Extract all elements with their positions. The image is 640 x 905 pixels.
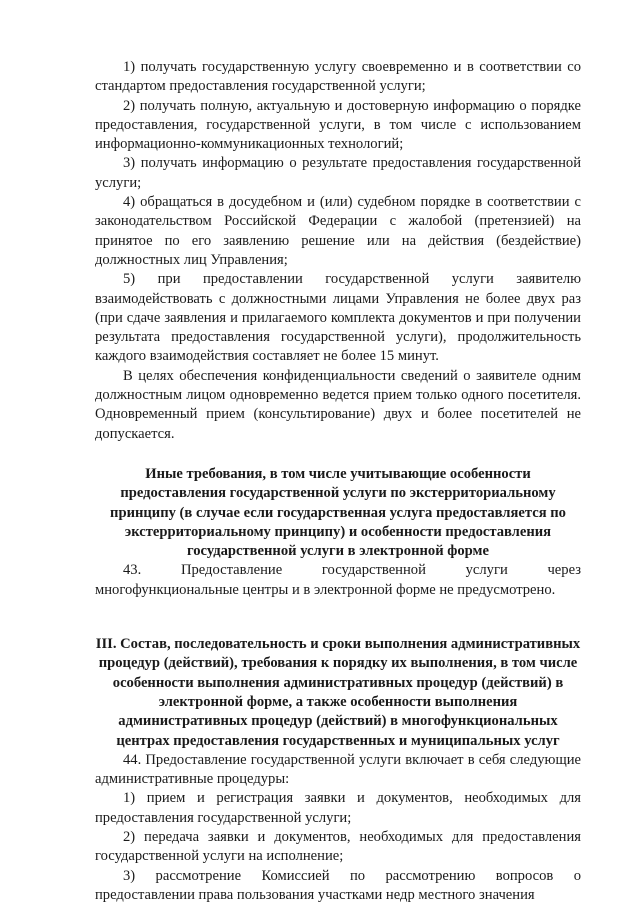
procedure-item-3: 3) рассмотрение Комиссией по рассмотрению вопросов о предоставлении права пользования участками недр местного значения [95,867,581,903]
paragraph-43: 43. Предоставление государственной услуги через многофункциональные центры и в электронной форме не предусмотрено. [95,562,581,598]
paragraph-44: 44. Предоставление государственной услуги включает в себя следующие административные процедуры: [95,751,581,788]
right-item-3: 3) получать информацию о результате предоставления государственной услуги; [95,155,581,191]
procedure-item-2: 2) передача заявки и документов, необходимых для предоставления государственной услуги на исполнение; [95,828,581,865]
spacer [95,600,581,635]
confidentiality-paragraph: В целях обеспечения конфиденциальности сведений о заявителе одним должностным лицом одновременно ведется прием только одного посетителя. Одновременный прием (консультирование) двух и более посетителей не допускается. [95,367,581,442]
right-item-4: 4) обращаться в досудебном и (или) судебном порядке в соответствии с законодательством Российской Федерации с жалобой (претензией) на принятое по его заявлению решение или на действия (бездействие) должностных лиц Управления; [95,194,581,268]
spacer [95,444,581,465]
section-heading-other-requirements: Иные требования, в том числе учитывающие особенности предоставления государственной услуги по экстерриториальному принципу (в случае если государственная услуга предоставляется по экстерриториальному принципу) и особенности предоставления государственной услуги в электронной форме [110,465,566,560]
right-item-2: 2) получать полную, актуальную и достоверную информацию о порядке предоставления, государственной услуги, в том числе с использованием информационно-коммуникационных технологий; [95,97,581,153]
section-heading-iii: III. Состав, последовательность и сроки выполнения административных процедур (действий), требования к порядку их выполнения, в том числе особенности выполнения административных процедур (действий) в электронной форме, а также особенности выполнения административных процедур (действий) в многофункциональных центрах предоставления государственных и муниципальных услуг [95,636,581,749]
procedure-item-1: 1) прием и регистрация заявки и документов, необходимых для предоставления государственной услуги; [95,790,581,826]
right-item-5: 5) при предоставлении государственной услуги заявителю взаимодействовать с должностными лицами Управления не более двух раз (при сдаче заявления и прилагаемого комплекта документов и при получении результата предоставления государственной услуги), продолжительность каждого взаимодействия составляет не более 15 минут. [95,271,581,365]
document-page [95,58,581,905]
right-item-1: 1) получать государственную услугу своевременно и в соответствии со стандартом предоставления государственной услуги; [95,59,581,95]
